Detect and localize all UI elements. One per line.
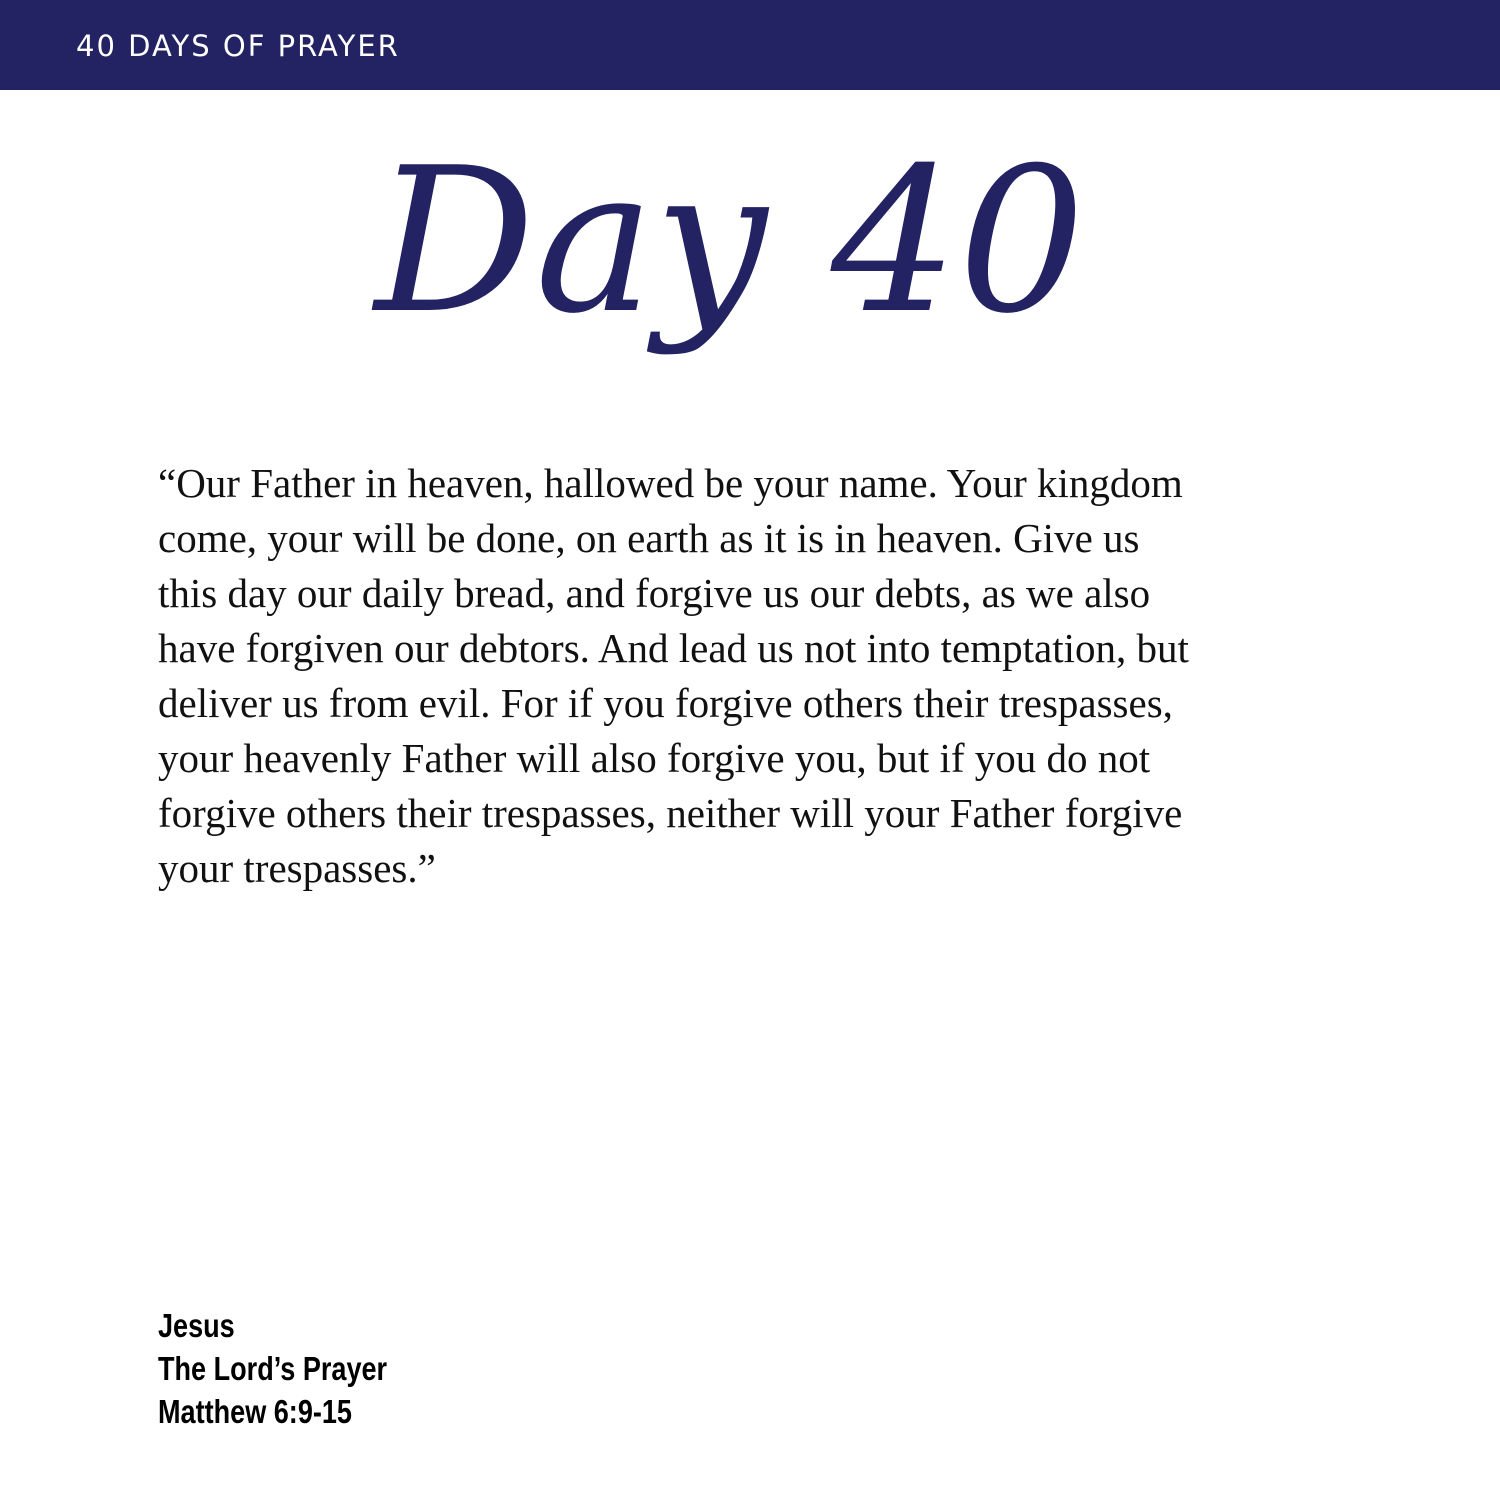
scripture-quote <box>158 456 1348 896</box>
attribution-speaker: Jesus <box>158 1307 235 1344</box>
attribution-reference: Matthew 6:9-15 <box>158 1393 352 1430</box>
attribution <box>158 1304 387 1433</box>
quote-line: deliver us from evil. For if you forgive others their trespasses, <box>158 680 1173 726</box>
quote-line: forgive others their trespasses, neither will your Father forgive <box>158 790 1183 836</box>
attribution-title: The Lord’s Prayer <box>158 1350 388 1387</box>
quote-line: your trespasses.” <box>158 845 436 891</box>
header-bar <box>0 0 1500 90</box>
quote-line: your heavenly Father will also forgive you, but if you do not <box>158 735 1151 781</box>
quote-line: “Our Father in heaven, hallowed be your name. Your kingdom <box>158 460 1183 506</box>
day-heading-svg <box>0 140 1500 400</box>
day-title: Day 40 <box>374 140 1086 358</box>
header-title: 40 DAYS OF PRAYER <box>76 29 400 63</box>
quote-line: come, your will be done, on earth as it is in heaven. Give us <box>158 515 1140 561</box>
day-heading <box>0 140 1500 400</box>
quote-line: have forgiven our debtors. And lead us not into temptation, but <box>158 625 1189 671</box>
quote-line: this day our daily bread, and forgive us our debts, as we also <box>158 570 1151 616</box>
